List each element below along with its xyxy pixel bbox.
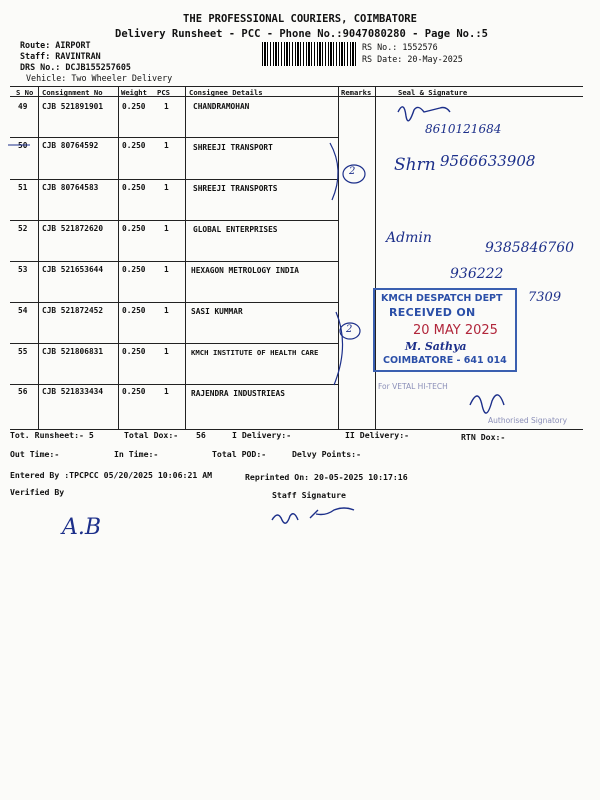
handwritten-phone: 8610121684	[425, 122, 502, 136]
stamp-date: 20 MAY 2025	[413, 323, 498, 338]
row-pcs: 1	[164, 265, 169, 274]
row-consignment: CJB 521872620	[42, 224, 104, 233]
row-weight: 0.250	[122, 102, 146, 111]
row-consignee: SHREEJI TRANSPORT	[193, 143, 273, 152]
row-sno: 51	[18, 183, 28, 192]
verified-by: Verified By	[10, 487, 65, 497]
runsheet-title: Delivery Runsheet - PCC - Phone No.:9047080280 - Page No.:5	[115, 28, 488, 40]
bracket-mark	[334, 312, 343, 385]
ii-delivery: II Delivery:-	[345, 430, 410, 440]
row-consignee: KMCH INSTITUTE OF HEALTH CARE	[191, 348, 319, 357]
stamp-signature: M. Sathya	[405, 340, 467, 353]
row-weight: 0.250	[122, 224, 146, 233]
row-sno: 52	[18, 224, 28, 233]
handwritten-phone: 936222	[450, 266, 504, 282]
reprinted-on: Reprinted On: 20-05-2025 10:17:16	[245, 472, 408, 482]
row-consignment: CJB 80764592	[42, 141, 99, 150]
drs-number: DRS No.: DCJB155257605	[20, 62, 131, 72]
row-consignment: CJB 521653644	[42, 265, 104, 274]
handwritten-circle-number: 2	[349, 166, 356, 177]
staff-label: Staff: RAVINTRAN	[20, 51, 101, 61]
row-pcs: 1	[164, 102, 169, 111]
rtn-dox: RTN Dox:-	[461, 432, 506, 442]
col-header-weight: Weight	[121, 88, 147, 97]
staff-signature-label: Staff Signature	[272, 490, 346, 500]
entered-by: Entered By :TPCPCC 05/20/2025 10:06:21 AM	[10, 470, 213, 480]
col-header-seal: Seal & Signature	[398, 88, 468, 97]
vehicle-label: Vehicle: Two Wheeler Delivery	[26, 73, 173, 83]
in-time: In Time:-	[114, 449, 159, 459]
col-header-consignment: Consignment No	[42, 88, 103, 97]
faint-stamp-text: For VETAL HI-TECH	[378, 382, 448, 391]
handwritten-phone: 9566633908	[440, 152, 536, 170]
row-consignee: HEXAGON METROLOGY INDIA	[191, 266, 299, 275]
signature-squiggle	[398, 107, 450, 121]
row-sno: 49	[18, 102, 28, 111]
row-weight: 0.250	[122, 347, 146, 356]
row-weight: 0.250	[122, 183, 146, 192]
total-dox-value: 56	[196, 430, 206, 440]
total-dox-label: Total Dox:-	[124, 430, 179, 440]
row-sno: 55	[18, 347, 28, 356]
row-consignment: CJB 521833434	[42, 387, 104, 396]
row-pcs: 1	[164, 306, 169, 315]
handwritten-circle-number: 2	[346, 324, 353, 335]
row-weight: 0.250	[122, 306, 146, 315]
handwritten-signature: Admin	[386, 230, 432, 246]
row-weight: 0.250	[122, 141, 146, 150]
received-stamp	[373, 288, 517, 372]
row-consignee: RAJENDRA INDUSTRIEAS	[191, 389, 285, 398]
row-consignment: CJB 80764583	[42, 183, 99, 192]
rs-date: RS Date: 20-May-2025	[362, 54, 463, 64]
faint-authorised: Authorised Signatory	[488, 416, 568, 425]
verified-initials: A.B	[62, 515, 102, 540]
stamp-city: COIMBATORE - 641 014	[383, 355, 507, 366]
col-header-consignee: Consignee Details	[189, 88, 263, 97]
stamp-dept: KMCH DESPATCH DEPT	[381, 293, 503, 304]
row-pcs: 1	[164, 347, 169, 356]
row-weight: 0.250	[122, 265, 146, 274]
row-pcs: 1	[164, 183, 169, 192]
row-consignment: CJB 521806831	[42, 347, 104, 356]
row-consignment: CJB 521872452	[42, 306, 104, 315]
row-pcs: 1	[164, 141, 169, 150]
row-consignee: SHREEJI TRANSPORTS	[193, 184, 278, 193]
total-runsheet: Tot. Runsheet:- 5	[10, 430, 94, 440]
i-delivery: I Delivery:-	[232, 430, 292, 440]
total-pod: Total POD:-	[212, 449, 267, 459]
handwritten-signature: Shrn	[394, 155, 436, 175]
route-label: Route: AIRPORT	[20, 40, 91, 50]
row-consignee: CHANDRAMOHAN	[193, 102, 250, 111]
stamp-received: RECEIVED ON	[389, 306, 476, 319]
row-pcs: 1	[164, 387, 169, 396]
col-header-pcs: PCS	[157, 88, 170, 97]
handwritten-phone: 9385846760	[485, 240, 575, 256]
col-header-remarks: Remarks	[341, 88, 372, 97]
company-title: THE PROFESSIONAL COURIERS, COIMBATORE	[183, 13, 417, 25]
delvy-points: Delvy Points:-	[292, 449, 362, 459]
row-sno: 50	[18, 141, 28, 150]
out-time: Out Time:-	[10, 449, 60, 459]
row-consignment: CJB 521891901	[42, 102, 104, 111]
row-sno: 56	[18, 387, 28, 396]
row-weight: 0.250	[122, 387, 146, 396]
signature-squiggle	[470, 395, 504, 413]
row-consignee: GLOBAL ENTERPRISES	[193, 225, 278, 234]
col-header-sno: S No	[16, 88, 34, 97]
row-sno: 53	[18, 265, 28, 274]
row-sno: 54	[18, 306, 28, 315]
bracket-mark	[330, 143, 338, 200]
row-consignee: SASI KUMMAR	[191, 307, 243, 316]
rs-number: RS No.: 1552576	[362, 42, 438, 52]
handwritten-number: 7309	[528, 290, 562, 305]
row-pcs: 1	[164, 224, 169, 233]
